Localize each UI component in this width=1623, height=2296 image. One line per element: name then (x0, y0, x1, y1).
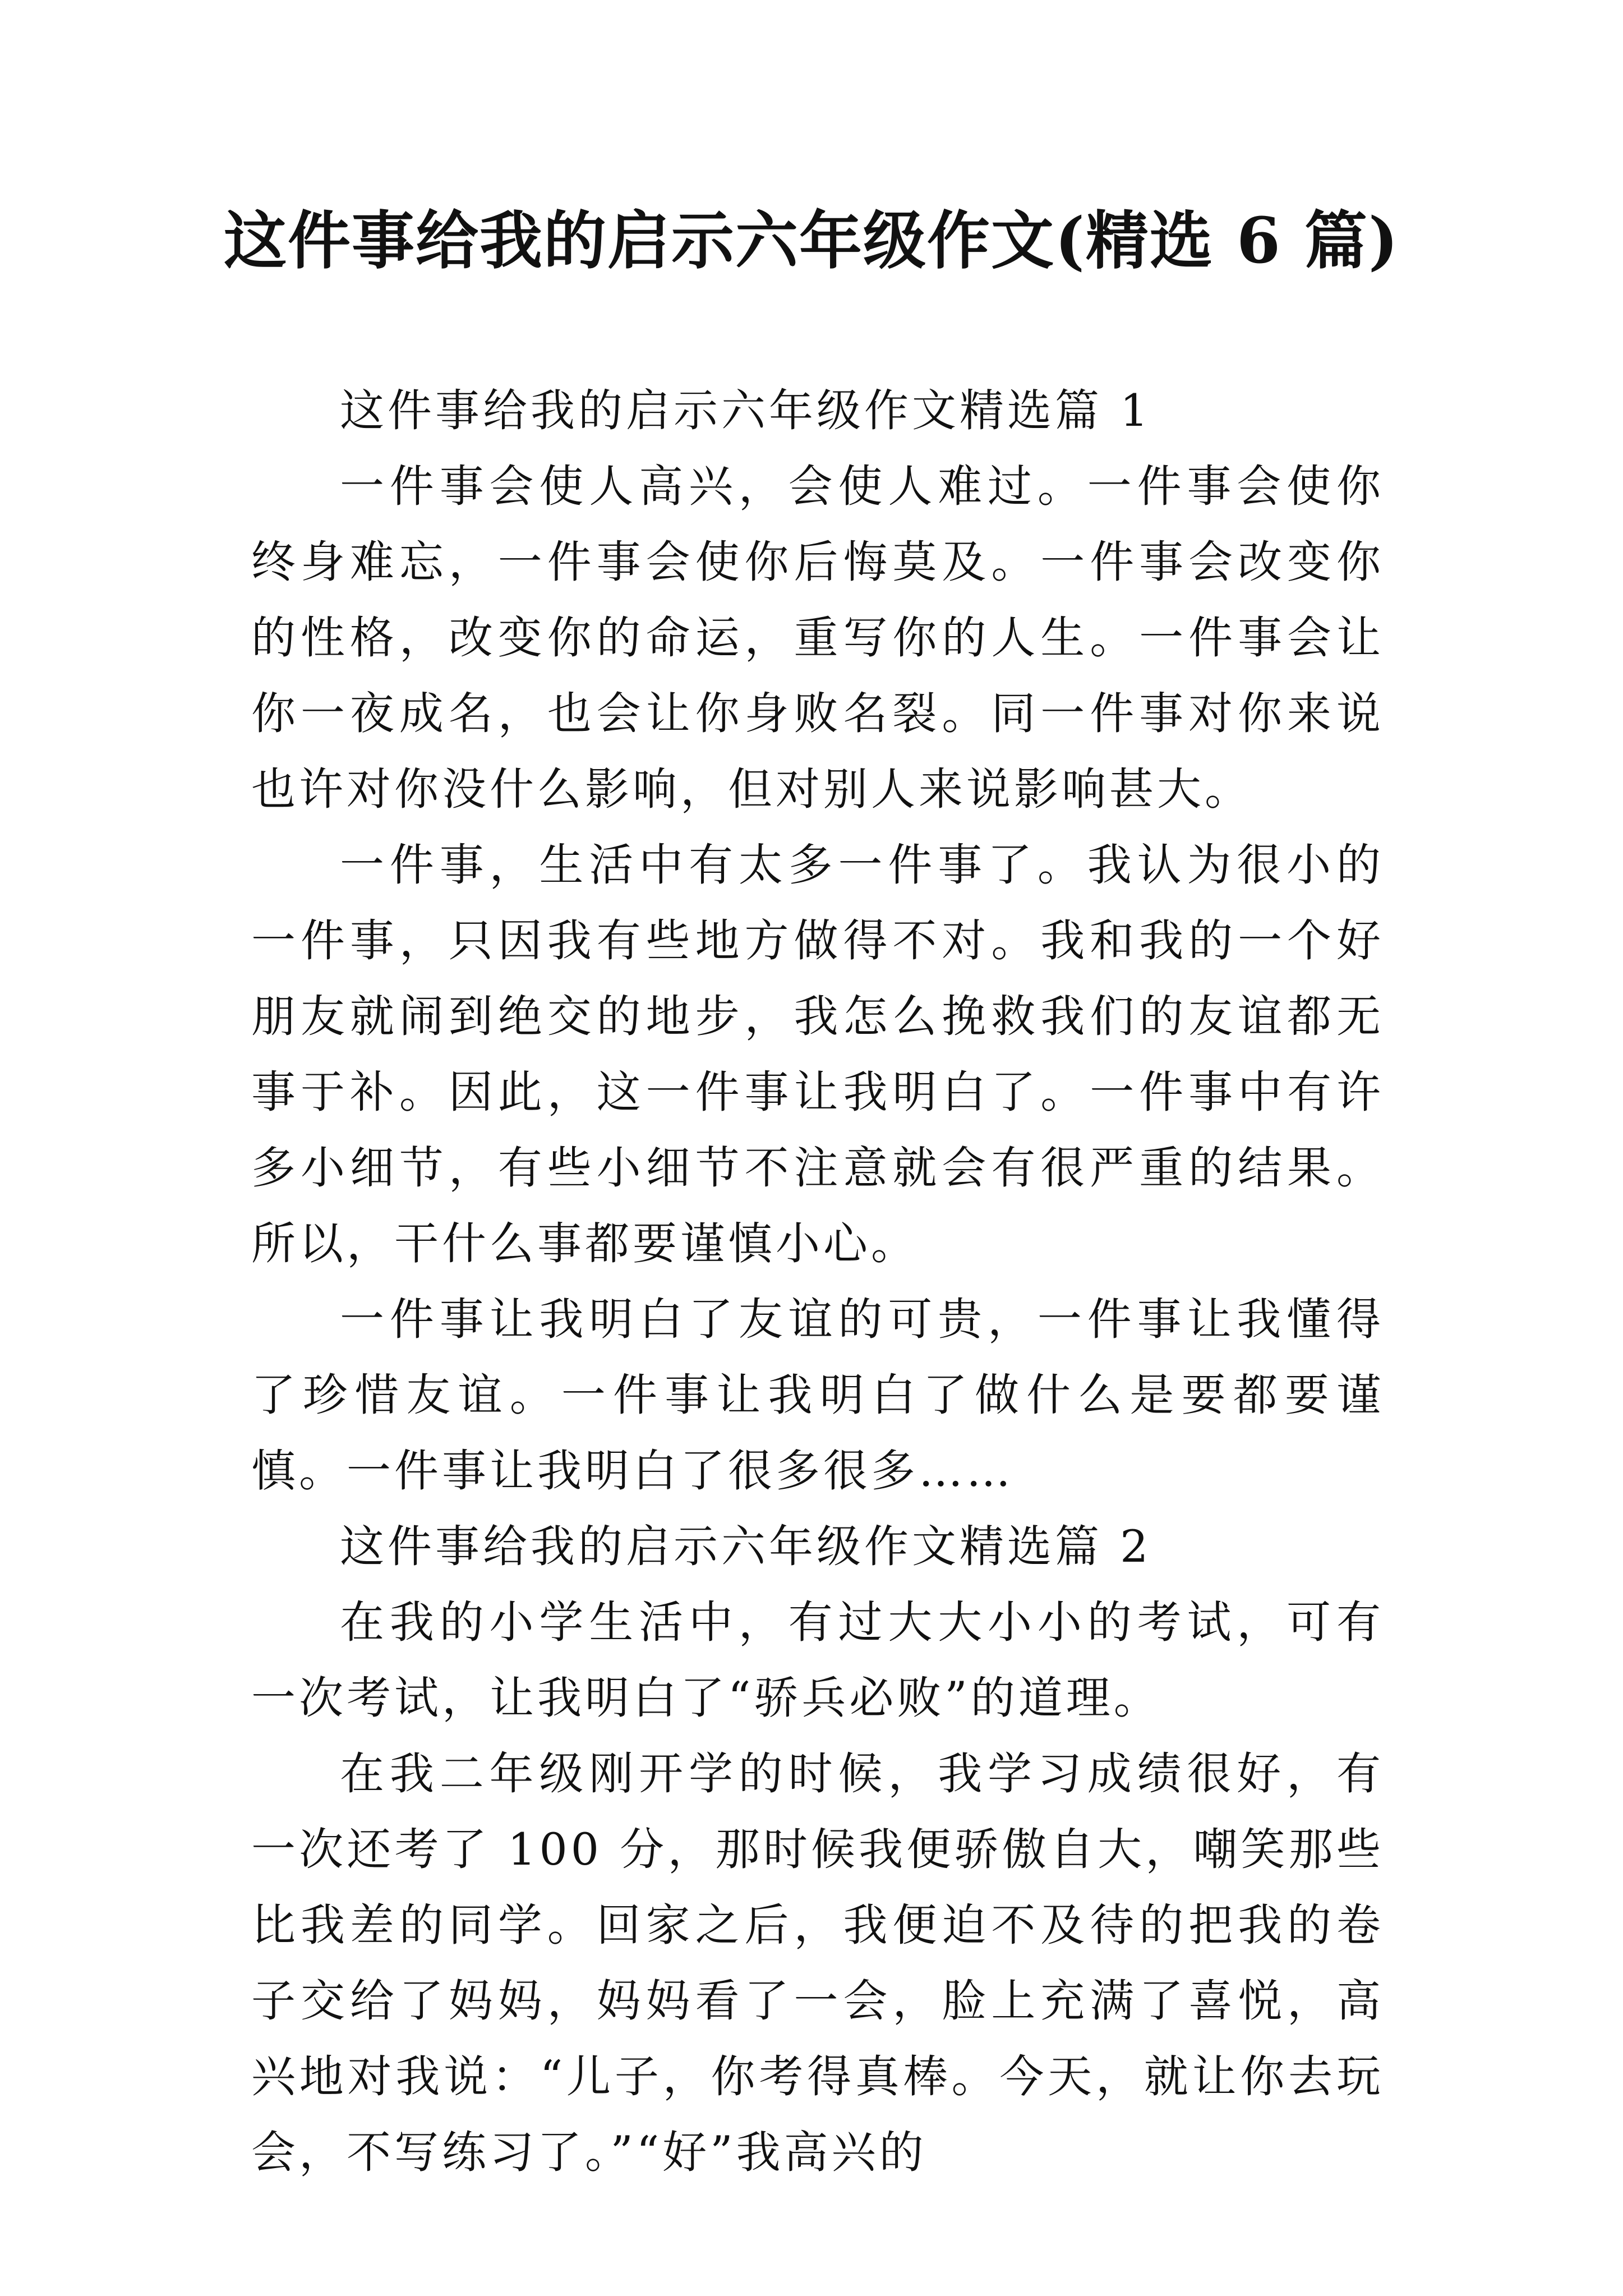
section-heading-2: 这件事给我的启示六年级作文精选篇 2 (340, 1521, 1152, 1572)
paragraph: 在我二年级刚开学的时候，我学习成绩很好，有一次还考了 100 分，那时候我便骄傲自大，嘲笑那些比我差的同学。回家之后，我便迫不及待的把我的卷子交给了妈妈，妈妈看了一会，脸上充满了喜悦，高兴地对我说：“儿子，你考得真棒。今天，就让你去玩会，不写练习了。”“好”我高兴的 (251, 1748, 1384, 2178)
paragraph: 一件事让我明白了友谊的可贵，一件事让我懂得了珍惜友谊。一件事让我明白了做什么是要都要谨慎。一件事让我明白了很多很多…… (251, 1294, 1384, 1497)
section-heading-1: 这件事给我的启示六年级作文精选篇 1 (340, 385, 1152, 436)
paragraph: 一件事会使人高兴，会使人难过。一件事会使你终身难忘，一件事会使你后悔莫及。一件事会改变你的性格，改变你的命运，重写你的人生。一件事会让你一夜成名，也会让你身败名裂。同一件事对你来说也许对你没什么影响，但对别人来说影响甚大。 (251, 461, 1384, 815)
paragraph: 在我的小学生活中，有过大大小小的考试，可有一次考试，让我明白了“骄兵必败”的道理。 (251, 1596, 1384, 1724)
paragraph: 一件事，生活中有太多一件事了。我认为很小的一件事，只因我有些地方做得不对。我和我的一个好朋友就闹到绝交的地步，我怎么挽救我们的友谊都无事于补。因此，这一件事让我明白了。一件事中有许多小细节，有些小细节不注意就会有很严重的结果。所以，干什么事都要谨慎小心。 (251, 839, 1384, 1269)
document-title: 这件事给我的启示六年级作文(精选 6 篇) (224, 204, 1399, 278)
document-body (251, 373, 1384, 2191)
